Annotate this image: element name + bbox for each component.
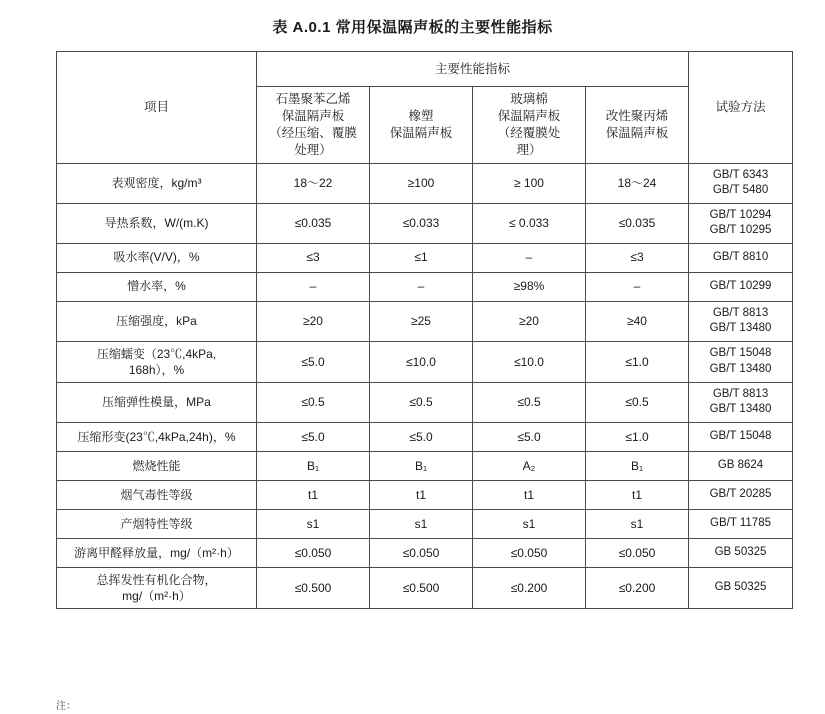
row-10-item: 产烟特性等级 (57, 510, 257, 539)
row-5-value-1: ≤10.0 (370, 341, 473, 382)
row-5-value-0: ≤5.0 (257, 341, 370, 382)
table-row (57, 243, 793, 272)
row-1-method (689, 203, 793, 243)
row-12-method-line-0: GB 50325 (714, 581, 767, 594)
header-product-2 (473, 87, 586, 164)
row-3-value-3: – (586, 272, 689, 301)
row-12-item (57, 568, 257, 609)
row-10-value-1: s1 (370, 510, 473, 539)
row-6-value-0: ≤0.5 (257, 382, 370, 422)
row-12-item-line-1: mg/（m²·h） (122, 589, 191, 604)
row-3-method-line-0: GB/T 10299 (709, 279, 772, 292)
row-0-value-3: 18～24 (586, 163, 689, 203)
row-7-value-2: ≤5.0 (473, 423, 586, 452)
row-2-value-2: – (473, 243, 586, 272)
row-5-item-line-0: 压缩蠕变（23℃,4kPa, (96, 346, 217, 361)
row-2-item: 吸水率(V/V)，% (57, 243, 257, 272)
table-header (57, 52, 793, 164)
row-5-value-2: ≤10.0 (473, 341, 586, 382)
row-8-value-2: A₂ (473, 452, 586, 481)
row-1-value-0: ≤0.035 (257, 203, 370, 243)
row-3-value-2: ≥98% (473, 272, 586, 301)
spec-table-container (0, 51, 825, 609)
row-7-value-3: ≤1.0 (586, 423, 689, 452)
row-7-method-line-0: GB/T 15048 (709, 430, 772, 443)
row-4-value-1: ≥25 (370, 301, 473, 341)
row-3-value-1: – (370, 272, 473, 301)
table-row (57, 163, 793, 203)
row-0-item: 表观密度，kg/m³ (57, 163, 257, 203)
row-6-method-line-1: GB/T 13480 (709, 403, 772, 416)
row-11-value-0: ≤0.050 (257, 539, 370, 568)
row-11-value-3: ≤0.050 (586, 539, 689, 568)
row-5-item (57, 341, 257, 382)
row-0-value-0: 18～22 (257, 163, 370, 203)
row-2-value-1: ≤1 (370, 243, 473, 272)
row-11-method-line-0: GB 50325 (714, 546, 767, 559)
row-2-method (689, 243, 793, 272)
row-5-item-line-1: 168h），% (128, 362, 185, 377)
row-10-value-2: s1 (473, 510, 586, 539)
row-9-method (689, 481, 793, 510)
row-7-item: 压缩形变(23℃,4kPa,24h)，% (57, 423, 257, 452)
header-product-2-line-2: （经覆膜处 (497, 125, 561, 140)
header-product-0-line-1: 保温隔声板 (281, 108, 345, 123)
header-product-0-line-3: 处理） (294, 142, 332, 157)
row-5-method-line-0: GB/T 15048 (709, 347, 772, 360)
row-8-value-0: B₁ (257, 452, 370, 481)
header-product-2-line-1: 保温隔声板 (497, 108, 561, 123)
row-8-method-line-0: GB 8624 (717, 459, 764, 472)
row-2-value-3: ≤3 (586, 243, 689, 272)
header-product-0-line-0: 石墨聚苯乙烯 (275, 92, 351, 106)
table-row (57, 452, 793, 481)
page-title: 表 A.0.1 常用保温隔声板的主要性能指标 (272, 19, 553, 36)
row-1-item: 导热系数，W/(m.K) (57, 203, 257, 243)
row-8-value-3: B₁ (586, 452, 689, 481)
row-8-method (689, 452, 793, 481)
row-11-item: 游离甲醛释放量，mg/（m²·h） (57, 539, 257, 568)
row-5-method (689, 341, 793, 382)
table-row (57, 301, 793, 341)
header-product-3-line-1: 保温隔声板 (605, 125, 669, 140)
header-item: 项目 (57, 52, 257, 164)
row-9-method-line-0: GB/T 20285 (709, 488, 772, 501)
row-6-item: 压缩弹性模量，MPa (57, 382, 257, 422)
table-row (57, 382, 793, 422)
header-product-1 (370, 87, 473, 164)
table-row (57, 423, 793, 452)
row-12-value-0: ≤0.500 (257, 568, 370, 609)
header-group-performance: 主要性能指标 (257, 52, 689, 87)
row-10-method (689, 510, 793, 539)
row-6-value-3: ≤0.5 (586, 382, 689, 422)
table-row (57, 203, 793, 243)
header-product-0-line-2: （经压缩、覆膜 (269, 125, 357, 140)
row-0-method-line-0: GB/T 6343 (712, 168, 769, 181)
row-7-value-1: ≤5.0 (370, 423, 473, 452)
header-product-1-line-1: 保温隔声板 (389, 125, 453, 140)
table-row (57, 272, 793, 301)
row-10-method-line-0: GB/T 11785 (710, 517, 771, 530)
row-10-value-0: s1 (257, 510, 370, 539)
row-4-value-2: ≥20 (473, 301, 586, 341)
row-9-value-3: t1 (586, 481, 689, 510)
row-4-value-3: ≥40 (586, 301, 689, 341)
spec-table (56, 51, 793, 609)
row-1-method-line-1: GB/T 10295 (709, 224, 772, 237)
header-test-method: 试验方法 (689, 52, 793, 164)
header-product-1-line-0: 橡塑 (408, 108, 434, 123)
row-4-item: 压缩强度，kPa (57, 301, 257, 341)
row-6-value-2: ≤0.5 (473, 382, 586, 422)
row-12-value-1: ≤0.500 (370, 568, 473, 609)
table-row (57, 539, 793, 568)
table-row (57, 568, 793, 609)
row-2-value-0: ≤3 (257, 243, 370, 272)
row-0-method (689, 163, 793, 203)
row-12-value-2: ≤0.200 (473, 568, 586, 609)
row-5-value-3: ≤1.0 (586, 341, 689, 382)
row-6-method-line-0: GB/T 8813 (712, 387, 769, 400)
row-1-value-2: ≤ 0.033 (473, 203, 586, 243)
row-9-item: 烟气毒性等级 (57, 481, 257, 510)
row-11-value-1: ≤0.050 (370, 539, 473, 568)
row-4-method-line-1: GB/T 13480 (709, 322, 772, 335)
row-3-item: 憎水率，% (57, 272, 257, 301)
row-2-method-line-0: GB/T 8810 (712, 250, 769, 263)
table-row (57, 510, 793, 539)
row-0-value-2: ≥ 100 (473, 163, 586, 203)
row-6-value-1: ≤0.5 (370, 382, 473, 422)
row-1-method-line-0: GB/T 10294 (709, 208, 772, 221)
footnote-marker: 注： (56, 701, 76, 712)
row-3-method (689, 272, 793, 301)
row-8-item: 燃烧性能 (57, 452, 257, 481)
header-product-3-line-0: 改性聚丙烯 (605, 108, 669, 123)
row-6-method (689, 382, 793, 422)
table-header-row-group (57, 52, 793, 87)
table-row (57, 341, 793, 382)
table-row (57, 481, 793, 510)
row-7-value-0: ≤5.0 (257, 423, 370, 452)
row-0-method-line-1: GB/T 5480 (712, 184, 769, 197)
row-12-value-3: ≤0.200 (586, 568, 689, 609)
row-7-method (689, 423, 793, 452)
row-0-value-1: ≥100 (370, 163, 473, 203)
row-9-value-2: t1 (473, 481, 586, 510)
row-11-value-2: ≤0.050 (473, 539, 586, 568)
row-1-value-3: ≤0.035 (586, 203, 689, 243)
row-9-value-0: t1 (257, 481, 370, 510)
row-3-value-0: – (257, 272, 370, 301)
row-10-value-3: s1 (586, 510, 689, 539)
row-4-method-line-0: GB/T 8813 (712, 306, 769, 319)
header-product-0 (257, 87, 370, 164)
row-1-value-1: ≤0.033 (370, 203, 473, 243)
row-9-value-1: t1 (370, 481, 473, 510)
header-product-3 (586, 87, 689, 164)
row-4-value-0: ≥20 (257, 301, 370, 341)
row-11-method (689, 539, 793, 568)
row-12-method (689, 568, 793, 609)
row-8-value-1: B₁ (370, 452, 473, 481)
header-product-2-line-3: 理） (516, 142, 542, 157)
row-4-method (689, 301, 793, 341)
table-body (57, 163, 793, 609)
header-product-2-line-0: 玻璃棉 (510, 92, 548, 106)
row-5-method-line-1: GB/T 13480 (709, 362, 772, 375)
row-12-item-line-0: 总挥发性有机化合物， (96, 573, 217, 587)
